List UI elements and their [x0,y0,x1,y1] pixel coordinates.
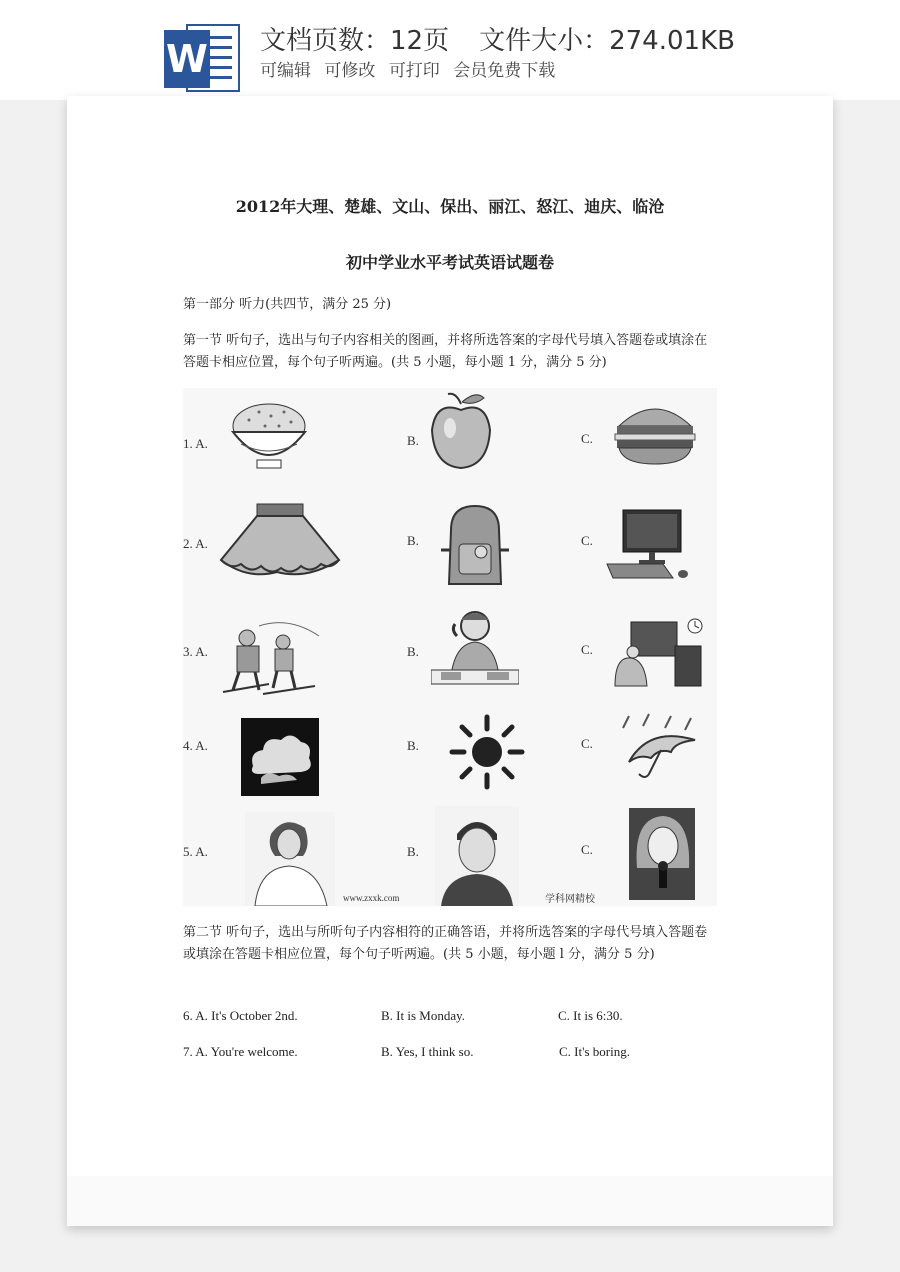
woman-photo-icon [245,812,335,906]
q7-option-c: C. It's boring. [559,1044,630,1059]
section-two-instructions: 第二节 听句子，选出与所听句子内容相符的正确答语，并将所选答案的字母代号填入答题卷或填涂在答题卡相应位置，每个句子听两遍。(共 5 小题，每小题 l 分，满分 5 分) [183,925,708,962]
q7-option-b: B. Yes, I think so. [381,1044,474,1059]
row5-label-c: C. [581,842,593,857]
section-one-instructions: 第一节 听句子，选出与句子内容相关的图画，并将所选答案的字母代号填入答题卷或填涂在答题卡相应位置，每个句子听两遍。(共 5 小题，每小题 1 分，满分 5 分) [183,333,708,370]
row4-label-a: 4. A. [183,738,208,753]
download-banner [0,0,900,100]
skiing-icon [219,616,323,698]
row5-label-b: B. [407,844,419,859]
apple-icon [426,390,496,472]
exam-subtitle: 初中学业水平考试英语试题卷 [345,253,554,272]
phone-call-icon [431,606,519,686]
backpack-icon [431,500,519,592]
feature-printable: 可打印 [388,61,440,81]
row4-label-c: C. [581,736,593,751]
page-count: 文档页数：12页 [260,26,450,56]
q6-option-b: B. It is Monday. [381,1008,466,1023]
rice-bowl-icon [229,398,309,472]
boy-photo-icon [435,806,519,906]
feature-modifiable: 可修改 [324,61,376,81]
singer-photo-icon [629,808,695,900]
file-info [260,20,735,57]
q7-option-a: 7. A. You're welcome. [183,1044,298,1059]
row1-label-b: B. [407,433,419,448]
watermark-url: www.zxxk.com [343,893,400,903]
row5-label-a: 5. A. [183,844,208,859]
sun-icon [449,714,525,790]
row2-label-c: C. [581,533,593,548]
feature-list [260,56,563,81]
part-one-heading: 第一部分 听力(共四节，满分 25 分) [183,297,392,312]
computer-icon [603,506,695,586]
row3-label-b: B. [407,644,419,659]
row2-label-b: B. [407,533,419,548]
exam-title: 2012年大理、楚雄、文山、保出、丽江、怒江、迪庆、临沧 [235,197,665,216]
file-size: 文件大小：274.01KB [479,26,735,56]
rain-umbrella-icon [619,712,703,780]
q6-option-a: 6. A. It's October 2nd. [183,1008,298,1023]
watching-tv-icon [611,616,703,690]
skirt-icon [217,500,343,584]
row3-label-c: C. [581,642,593,657]
page-footer [67,1176,833,1226]
feature-editable: 可编辑 [260,61,311,81]
document-page [67,96,833,1226]
row1-label-c: C. [581,431,593,446]
row4-label-b: B. [407,738,419,753]
row2-label-a: 2. A. [183,536,208,551]
word-document-icon: W [164,20,244,96]
q6-option-c: C. It is 6:30. [558,1008,623,1023]
cloudy-icon [241,718,319,796]
watermark-text: 学科网精校 [545,894,595,905]
feature-member-download[interactable]: 会员免费下载 [453,61,556,81]
hamburger-icon [613,396,697,468]
row1-label-a: 1. A. [183,436,208,451]
row3-label-a: 3. A. [183,644,208,659]
picture-grid [183,388,717,906]
